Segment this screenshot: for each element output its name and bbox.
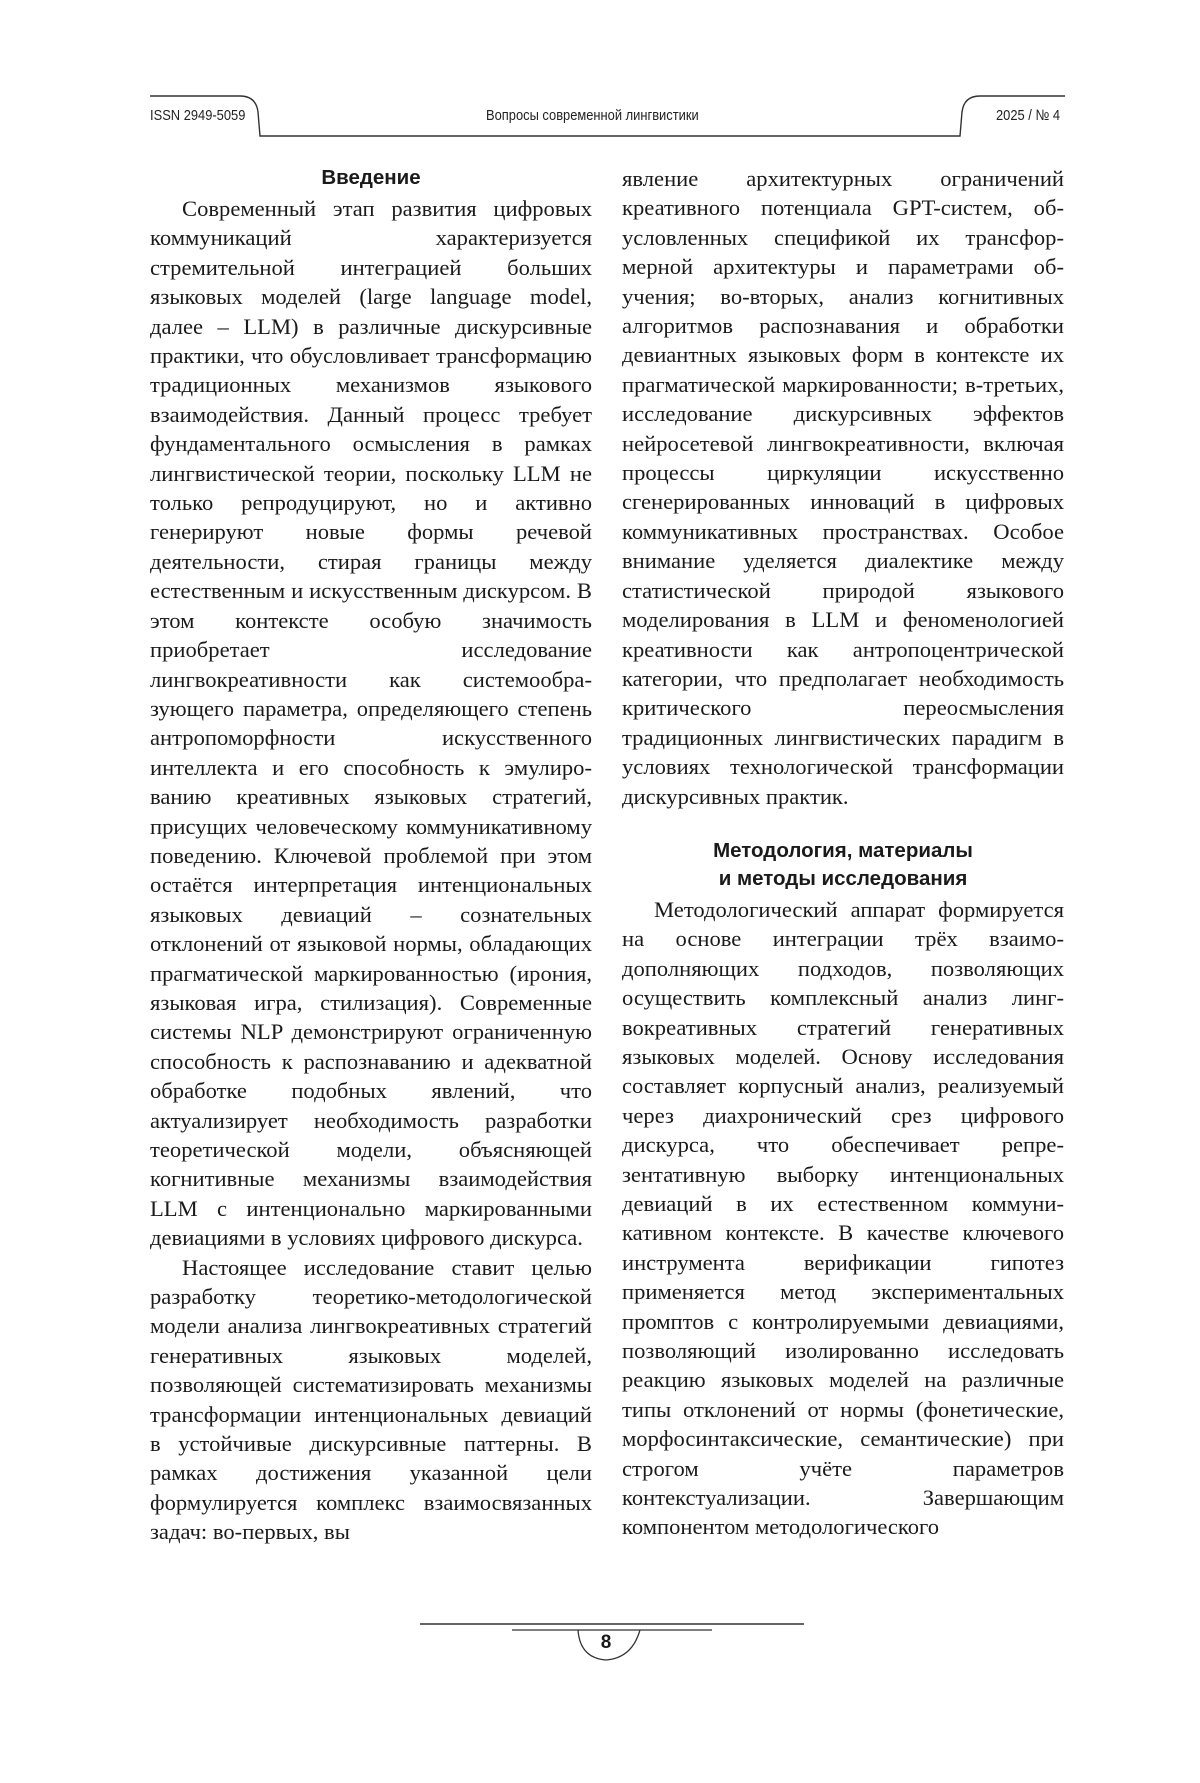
issn-label: ISSN 2949-5059 [150,107,246,124]
section-title-methodology-line2: и методы исследования [718,866,968,890]
paragraph-intro-2: Настоящее исследование ставит целью разработку теоретико-методологической модели анализа лингвокреативных стратегий генеративных языковых моделей, позволяющей систематизировать механизмы трансформации интенциональных девиаций в устойчивые дискурсивные паттерны. В рамках достижения указанной цели формулируется комплекс взаимосвязанных задач: во-первых, вы [150,1254,592,1545]
paragraph-methodology-1: Методологический аппарат формируется на основе интеграции трёх взаимодополняющих подходов, позволяющих осуществить комплексный анализ лингвокреативных стратегий генеративных языковых моделей. Основу исследования составляет корпусный анализ, реализуемый через диахронический срез цифрового дискурса, что обеспечивает репрезентативную выборку интенциональных девиаций в их естественном коммуникативном контексте. В качестве ключевого инструмента верификации гипотез применяется метод экспериментальных промптов с контролируемыми девиациями, позволяющий изолированно исследовать реакцию языковых моделей на различные типы отклонений от нормы (фонетические, морфосинтаксические, семантические) при строгом учёте параметров контекстуализации. Завершающим компонентом методологического [622,896,1064,1540]
paragraph-intro-2-continuation: явление архитектурных ограничений креативного потенциала GPT-систем, обусловленных спецификой их трансформерной архитектуры и параметрами обучения; во-вторых, анализ когнитивных алгоритмов распознавания и обработки девиантных языковых форм в контексте их прагматической маркированности; в-третьих, исследование дискурсивных эффектов нейросетевой лингвокреативности, включая процессы циркуляции искусственно сгенерированных инноваций в цифровых коммуникативных пространствах. Особое внимание уделяется диалектике между статистической природой языкового моделирования в LLM и феноменологией креативности как антропоцентрической категории, что предполагает необходимость критического переосмысления традиционных лингвистических парадигм в условиях технологической трансформации дискурсивных практик. [622,166,1064,809]
page-number: 8 [600,1632,612,1653]
running-header [0,0,1200,140]
section-title-methodology-line1: Методология, материалы [713,838,973,862]
left-column [150,164,592,1547]
section-title-methodology [622,837,1064,893]
paragraph-intro-1: Современный этап развития цифровых коммуникаций характеризуется стремительной интеграцией больших языковых моделей (large language model, далее – LLM) в различные дискурсивные практики, что обусловливает трансформацию традиционных механизмов языкового взаимодействия. Данный процесс требует фундаментального осмысления в рамках лингвистической теории, поскольку LLM не только репродуцируют, но и активно генерируют новые формы речевой деятельности, стирая границы между естественным и искусственным дискурсом. В этом контексте особую значимость приобретает исследование лингвокреативности как системообразующего параметра, определяющего степень антропоморфности искусственного интеллекта и его способность к эмулированию креативных языковых стратегий, присущих человеческому коммуникативному поведению. Ключевой проблемой при этом остаётся интерпретация интенциональных языковых девиаций – сознательных отклонений от языковой нормы, обладающих прагматической маркированностью (ирония, языковая игра, стилизация). Современные системы NLP демонстрируют ограниченную способность к распознаванию и адекватной обработке подобных явлений, что актуализирует необходимость разработки теоретической модели, объясняющей когнитивные механизмы взаимодействия LLM с интенционально маркированными девиациями в условиях цифрового дискурса. [150,196,592,1251]
section-title-introduction: Введение [321,166,421,189]
issue-label: 2025 / № 4 [996,107,1061,124]
right-column [622,164,1064,1542]
journal-title: Вопросы современной лингвистики [486,107,699,124]
